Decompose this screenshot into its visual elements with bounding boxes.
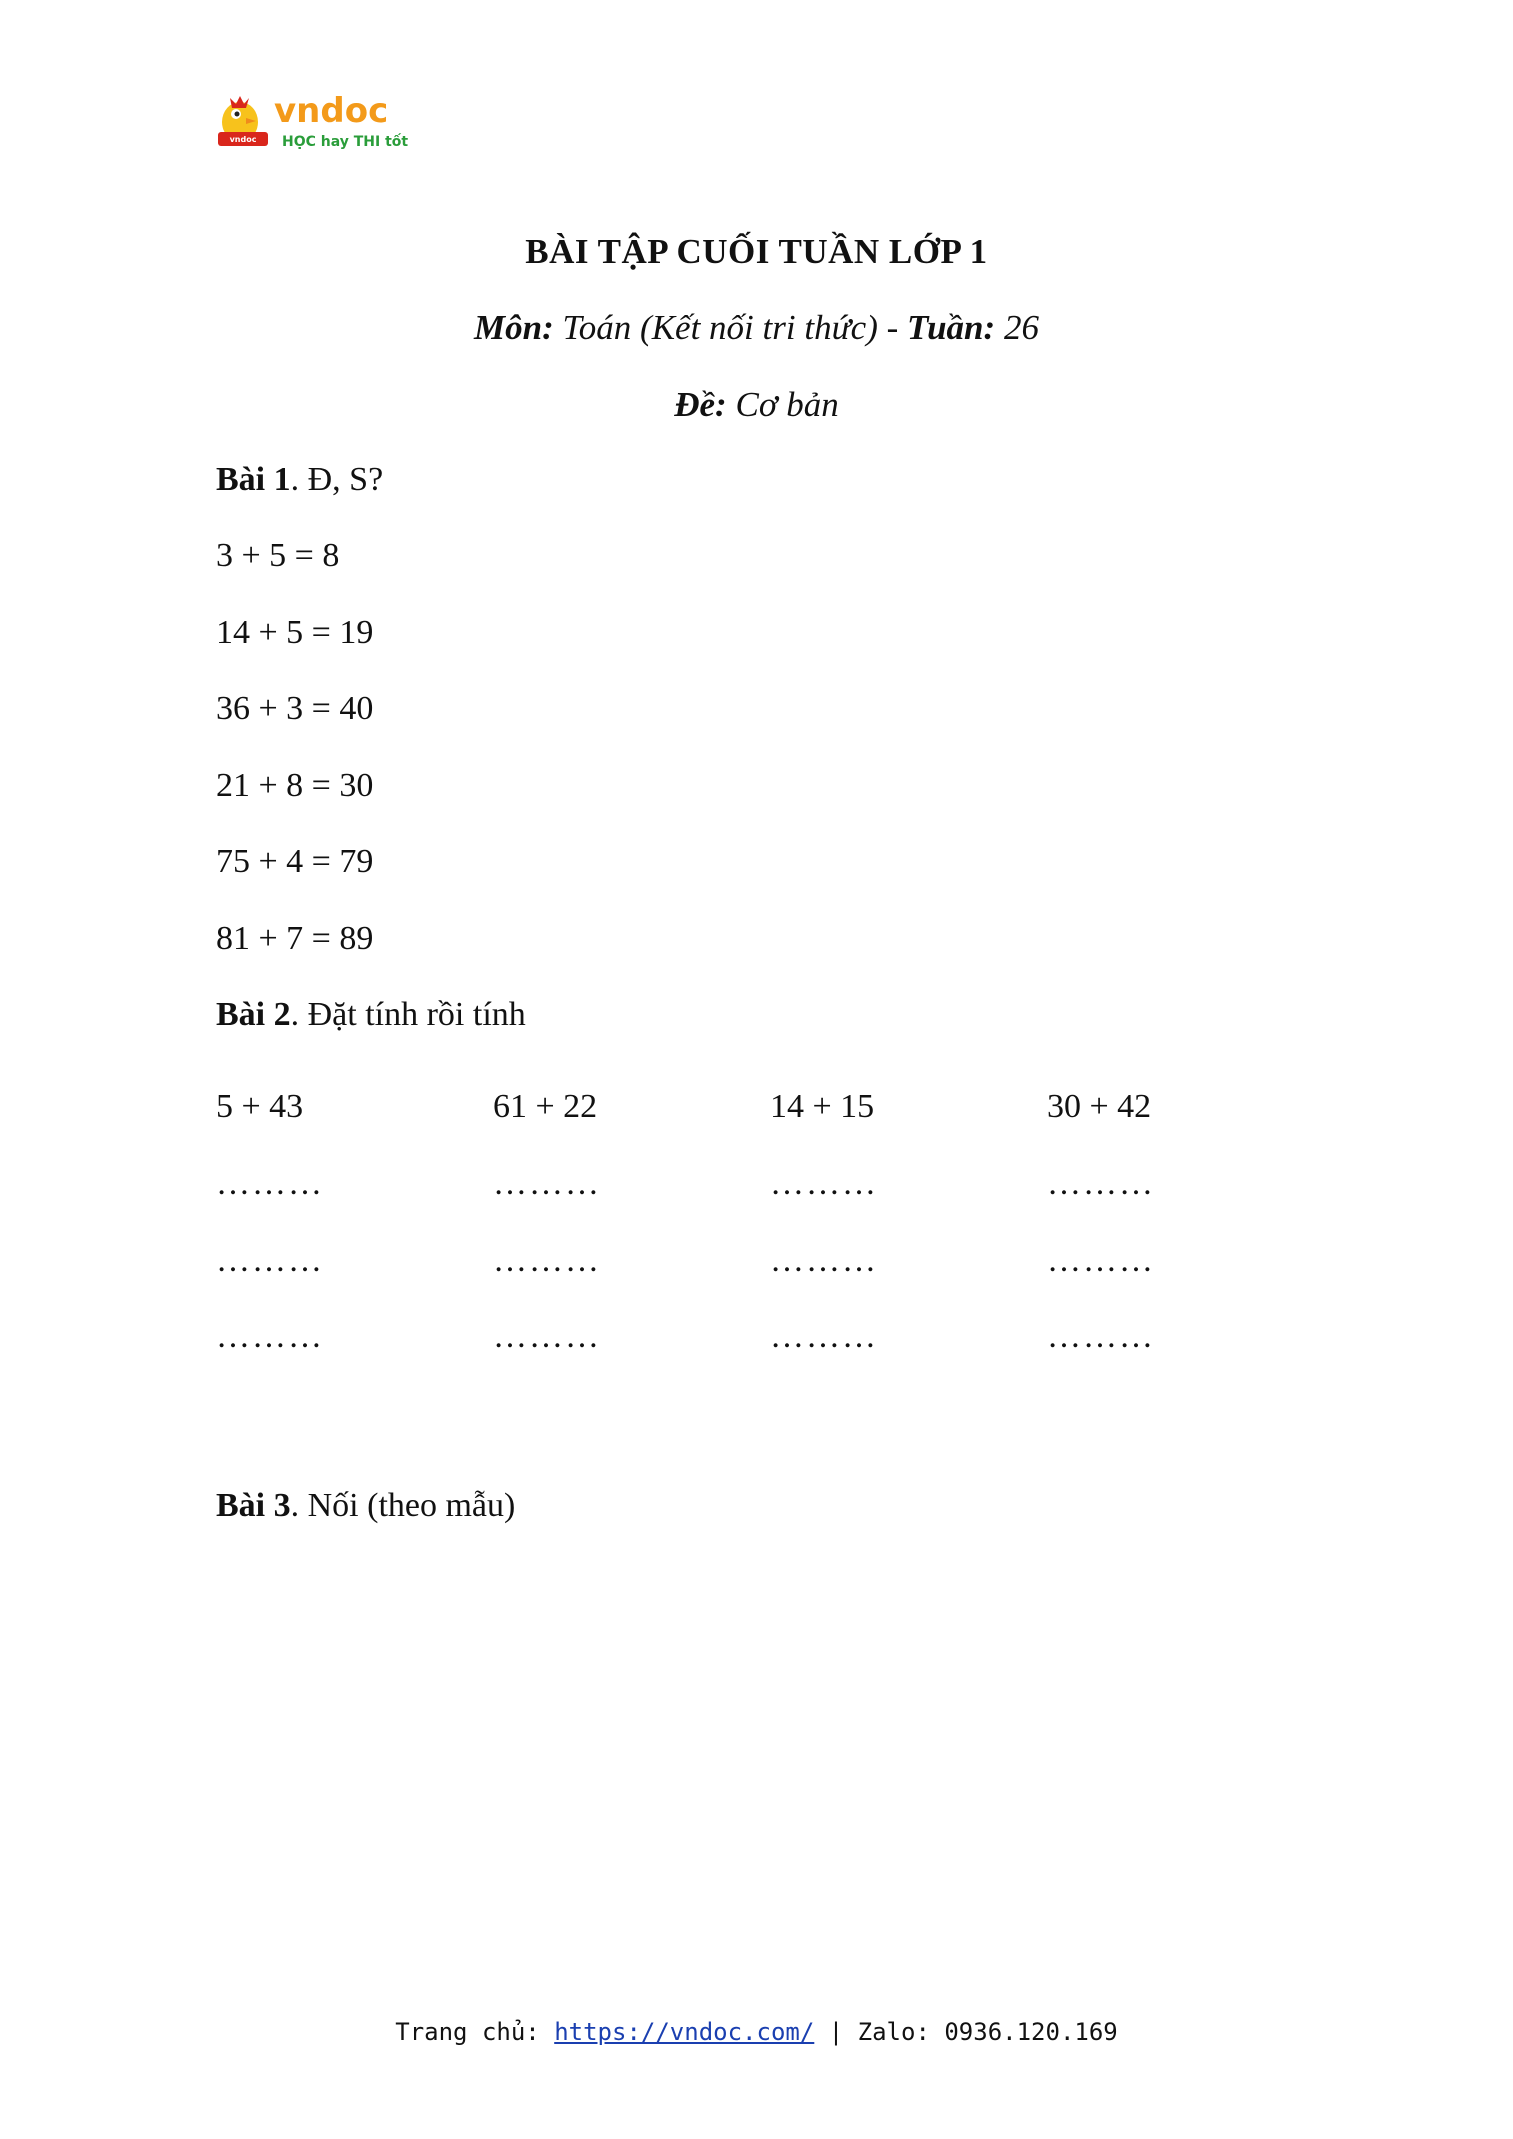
- answer-blank: ………: [216, 1318, 324, 1355]
- svg-text:vndoc: vndoc: [229, 135, 257, 144]
- week-label: Tuần:: [907, 308, 996, 347]
- page-title: BÀI TẬP CUỐI TUẦN LỚP 1: [525, 232, 988, 271]
- answer-blank: ………: [493, 1242, 601, 1279]
- answer-blank: ………: [493, 1165, 601, 1202]
- exercise-1-item: 81 + 7 = 89: [216, 920, 374, 957]
- expression: 61 + 22: [493, 1088, 598, 1125]
- subject-label: Môn:: [474, 308, 554, 347]
- level-value: Cơ bản: [735, 385, 839, 424]
- answer-blank: ………: [1047, 1242, 1155, 1279]
- exercise-1-item: 14 + 5 = 19: [216, 614, 374, 651]
- level-label: Đề:: [674, 385, 727, 424]
- exercise-1-item: 75 + 4 = 79: [216, 843, 374, 880]
- answer-blank: ………: [1047, 1165, 1155, 1202]
- page-footer: [0, 2018, 1513, 2046]
- exercise-2-heading: Bài 2. Đặt tính rồi tính: [216, 996, 526, 1033]
- answer-blank: ………: [216, 1242, 324, 1279]
- exercise-1-item: 36 + 3 = 40: [216, 690, 374, 727]
- answer-blank: ………: [770, 1165, 878, 1202]
- week-value: 26: [1003, 308, 1039, 347]
- answer-blank: ………: [770, 1242, 878, 1279]
- exercise-1-item: 3 + 5 = 8: [216, 537, 340, 574]
- expression: 30 + 42: [1047, 1088, 1152, 1125]
- vndoc-logo: [216, 88, 416, 154]
- svg-text:vndoc: vndoc: [274, 91, 389, 131]
- exercise-1-heading: Bài 1. Đ, S?: [216, 461, 384, 498]
- expression: 5 + 43: [216, 1088, 304, 1125]
- mascot-icon: [218, 96, 268, 146]
- level-line: [0, 385, 1513, 425]
- footer-home-label: Trang chủ:: [395, 2018, 555, 2046]
- answer-blank: ………: [1047, 1318, 1155, 1355]
- exercise-3-heading: Bài 3. Nối (theo mẫu): [216, 1487, 516, 1524]
- subject-line: [0, 308, 1513, 348]
- expression: 14 + 15: [770, 1088, 875, 1125]
- footer-separator: |: [814, 2018, 858, 2046]
- answer-blank: ………: [216, 1165, 324, 1202]
- svg-text:HỌC hay THI tốt: HỌC hay THI tốt: [282, 134, 409, 150]
- answer-blank: ………: [493, 1318, 601, 1355]
- answer-blank: ………: [770, 1318, 878, 1355]
- footer-zalo: Zalo: 0936.120.169: [857, 2018, 1118, 2046]
- exercise-1-item: 21 + 8 = 30: [216, 767, 374, 804]
- footer-home-link[interactable]: https://vndoc.com/: [554, 2018, 815, 2046]
- subject-value: Toán (Kết nối tri thức) -: [562, 308, 899, 347]
